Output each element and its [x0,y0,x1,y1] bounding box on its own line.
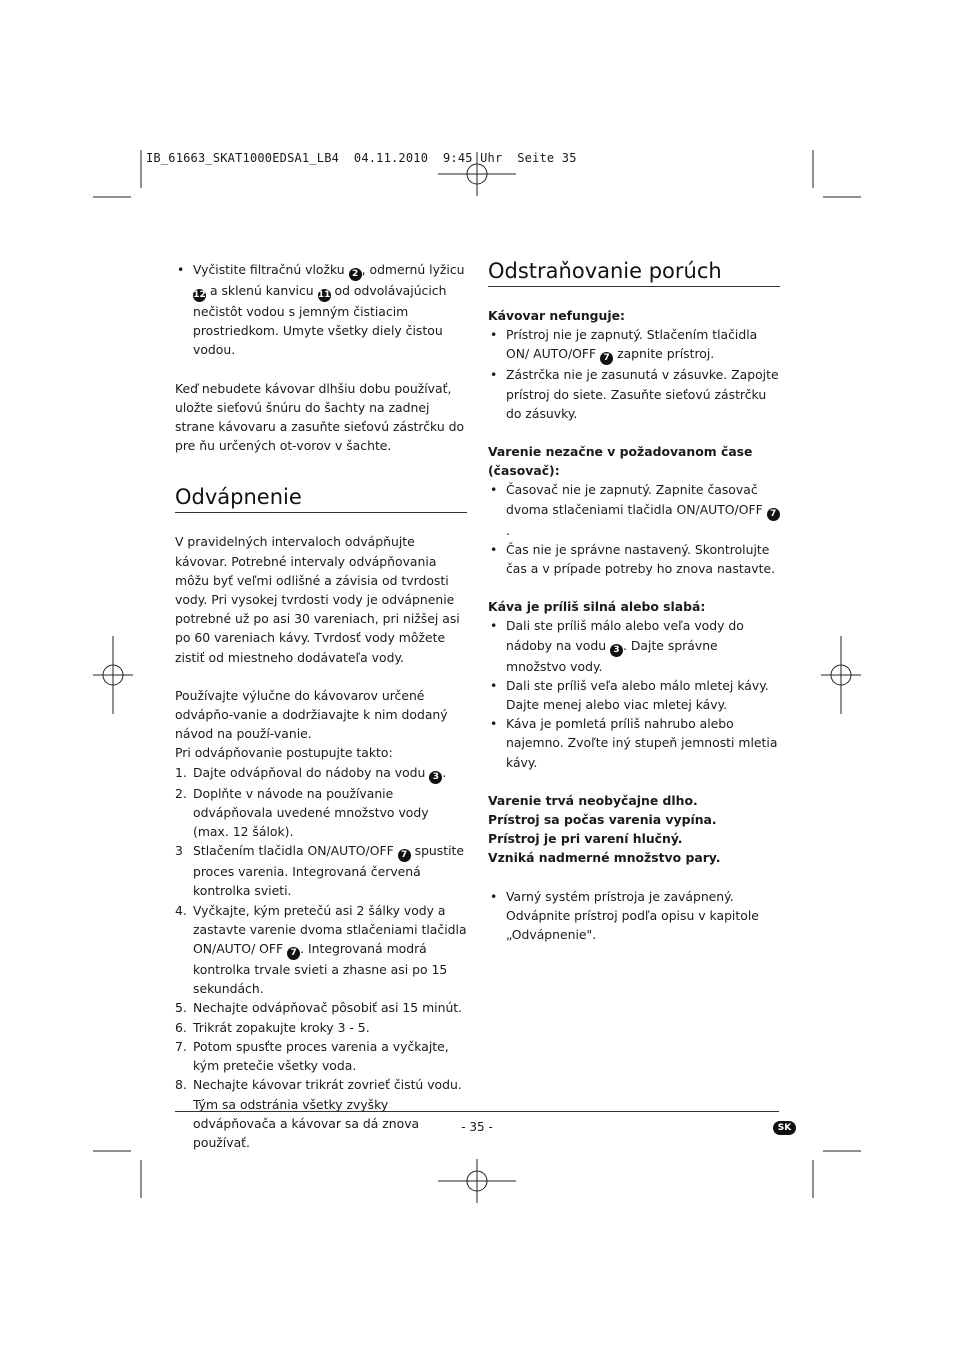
problem-heading: Varenie nezačne v požadovanom čase (časovač): [488,444,753,479]
solution-list [488,325,780,423]
problem-heading: Kávovar nefunguje: [488,308,625,323]
callout-number-icon: 2 [349,268,362,281]
list-item: • Zástrčka nie je zasunutá v zásuvke. Zapojte prístroj do siete. Zasuňte sieťovú zástrčku do zásuvky. [488,365,780,423]
solution-list [488,480,780,578]
step-item: 1. Dajte odvápňoval do nádoby na vodu 3 . [175,764,447,782]
descaling-steps [175,763,467,1152]
step-number: 5. [175,1000,187,1016]
problem-heading: Vzniká nadmerné množstvo pary. [488,850,721,866]
list-item: • Dali ste príliš málo alebo veľa vody do nádoby na vodu 3 . Dajte správne množstvo vody. [488,616,780,675]
problem-heading: Prístroj je pri varení hlučný. [488,831,683,847]
callout-number-icon: 7 [600,352,613,365]
step-number: 6. [175,1019,187,1035]
descaling-agent-text: Používajte výlučne do kávovarov určené odvápňo-vanie a dodržiavajte k nim dodaný návod na použí-vanie. [175,687,448,742]
list-item: • Prístroj nie je zapnutý. Stlačením tlačidla ON/ AUTO/OFF 7 zapnite prístroj. [488,325,780,365]
step-item: 4. Vyčkajte, kým pretečú asi 2 šálky vody a zastavte varenie dvoma stlačeniami tlačidla ON/AUTO/ OFF 7 . Integrovaná modrá kontrolka trvale svieti a zhasne asi po 15 sekundách. [175,902,467,997]
page-number: - 35 - [461,1120,493,1134]
right-column [488,258,780,944]
callout-number-icon: 7 [287,947,300,960]
list-item: • Káva je pomletá príliš nahrubo alebo najemno. Zvoľte iný stupeň jemnosti mletia kávy. [488,714,780,772]
cleaning-bullets [175,260,467,360]
problem-heading: Káva je príliš silná alebo slabá: [488,599,706,615]
list-item: • Časovač nie je zapnutý. Zapnite časovač dvoma stlačeniami tlačidla ON/AUTO/OFF 7. [488,480,780,539]
list-item: • Varný systém prístroja je zavápnený. Odvápnite prístroj podľa opisu v kapitole „Odvápnenie". [488,887,780,945]
step-item: 3 Stlačením tlačidla ON/AUTO/OFF 7 spustite proces varenia. Integrovaná červená kontrolka svieti. [175,843,465,899]
list-item: • Vyčistite filtračnú vložku 2 , odmernú lyžicu 12 a sklenú kanvicu 11 od odvolávajúcich nečistôt vodou s jemným čistiacim prostriedkom. Umyte všetky diely čistou vodou. [175,260,467,360]
footer-rule [175,1111,779,1112]
list-item: • Čas nie je správne nastavený. Skontrolujte čas a v prípade potreby ho znova nastavte. [488,540,780,578]
left-column [175,260,467,1152]
descaling-intro: V pravidelných intervaloch odvápňujte kávovar. Potrebné intervaly odvápňovania môžu byť veľmi odlišné a závisia od tvrdosti vody. Pri vysokej tvrdosti vody je odvápnenie potrebné už po asi 30 vareniach, pri nižšej asi po 60 vareniach kávy. Tvrdosť vody môžete zistiť od miestneho dodávateľa vody. [175,534,460,665]
callout-number-icon: 3 [429,771,442,784]
descaling-procedure-label: Pri odvápňovanie postupujte takto: [175,745,393,761]
storage-text: Keď nebudete kávovar dlhšiu dobu používať, uložte sieťovú šnúru do šachty na zadnej strane kávovaru a zasuňte sieťovú zástrčku do pre ňu určených ot-vorov v šachte. [175,380,465,454]
problem-heading: Varenie trvá neobyčajne dlho. [488,792,698,808]
step-item: 6. Trikrát zopakujte kroky 3 - 5. [175,1018,467,1037]
solution-list [488,887,780,945]
step-item: 5. Nechajte odvápňovač pôsobiť asi 15 minút. [175,998,467,1017]
solution-list [488,616,780,771]
print-slug: IB_61663_SKAT1000EDSA1_LB4 04.11.2010 9:45 Uhr Seite 35 [146,151,577,165]
descaling-title: Odvápnenie [175,484,467,513]
callout-number-icon: 7 [398,849,411,862]
step-number: 4. [175,902,187,918]
troubleshooting-sections [488,287,780,944]
problem-heading: Prístroj sa počas varenia vypína. [488,812,717,828]
step-number: 2. [175,785,187,801]
callout-number-icon: 7 [767,508,780,521]
step-number: 3 [175,843,183,859]
language-badge: SK [773,1121,796,1135]
step-item: 2. Doplňte v návode na používanie odvápňovala uvedené množstvo vody (max. 12 šálok). [175,785,429,840]
callout-number-icon: 3 [610,644,623,657]
step-item: 7. Potom spusťte proces varenia a vyčkajte, kým pretečie všetky voda. [175,1038,449,1074]
step-number: 7. [175,1038,187,1054]
callout-number-icon: 12 [193,290,206,300]
step-item: 8. Nechajte kávovar trikrát zovrieť čistú vodu. Tým sa odstránia všetky zvyšky odvápňovača a kávovar sa dá znova používať. [175,1077,462,1150]
step-number: 8. [175,1077,187,1093]
callout-number-icon: 11 [317,290,331,300]
list-item: • Dali ste príliš veľa alebo málo mletej kávy. Dajte menej alebo viac mletej kávy. [488,676,780,714]
step-number: 1. [175,764,187,780]
troubleshooting-title: Odstraňovanie porúch [488,258,780,287]
